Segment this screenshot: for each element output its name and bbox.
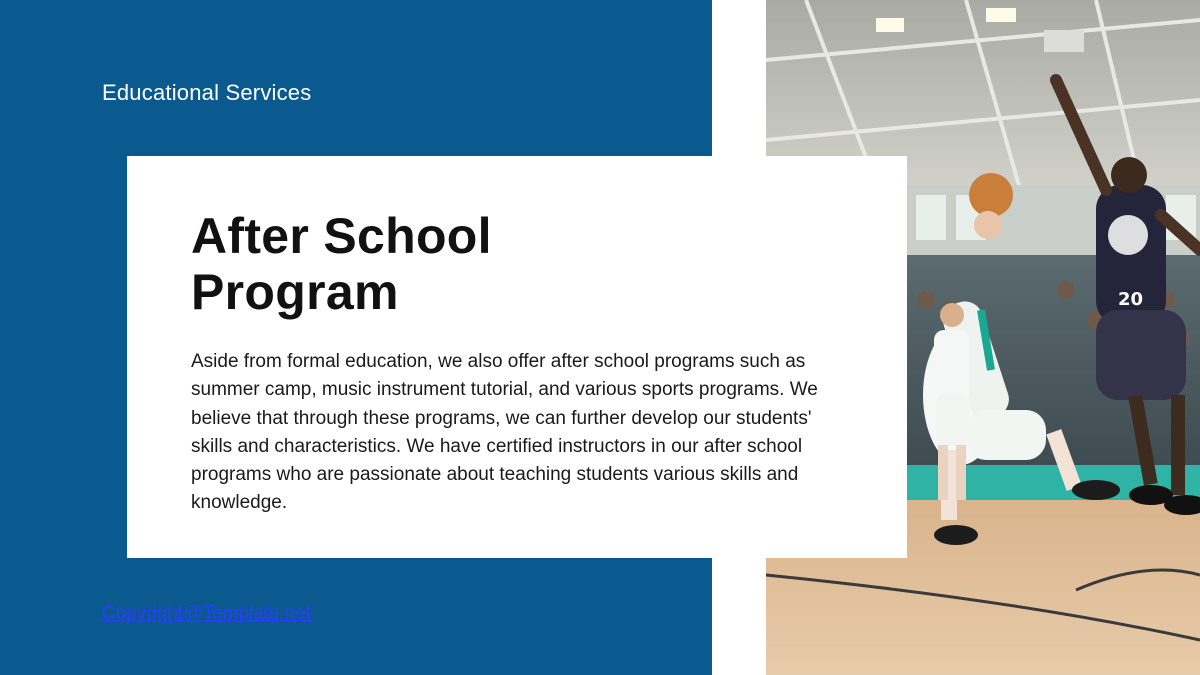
- content-card: [127, 156, 907, 558]
- description-paragraph: Aside from formal education, we also offer after school programs such as summer camp, music instrument tutorial, and various sports programs. We believe that through these programs, we can further develop our students' skills and characteristics. We have certified instructors in our after school programs who are passionate about teaching students various skills and knowledge.: [191, 351, 818, 514]
- title-line-1: After School: [191, 208, 492, 264]
- title-line-2: Program: [191, 264, 399, 320]
- section-label: Educational Services: [102, 80, 312, 105]
- page-title: [191, 208, 492, 320]
- copyright-link[interactable]: Copyright@Template.net: [102, 603, 312, 624]
- svg-text:20: 20: [1118, 289, 1144, 310]
